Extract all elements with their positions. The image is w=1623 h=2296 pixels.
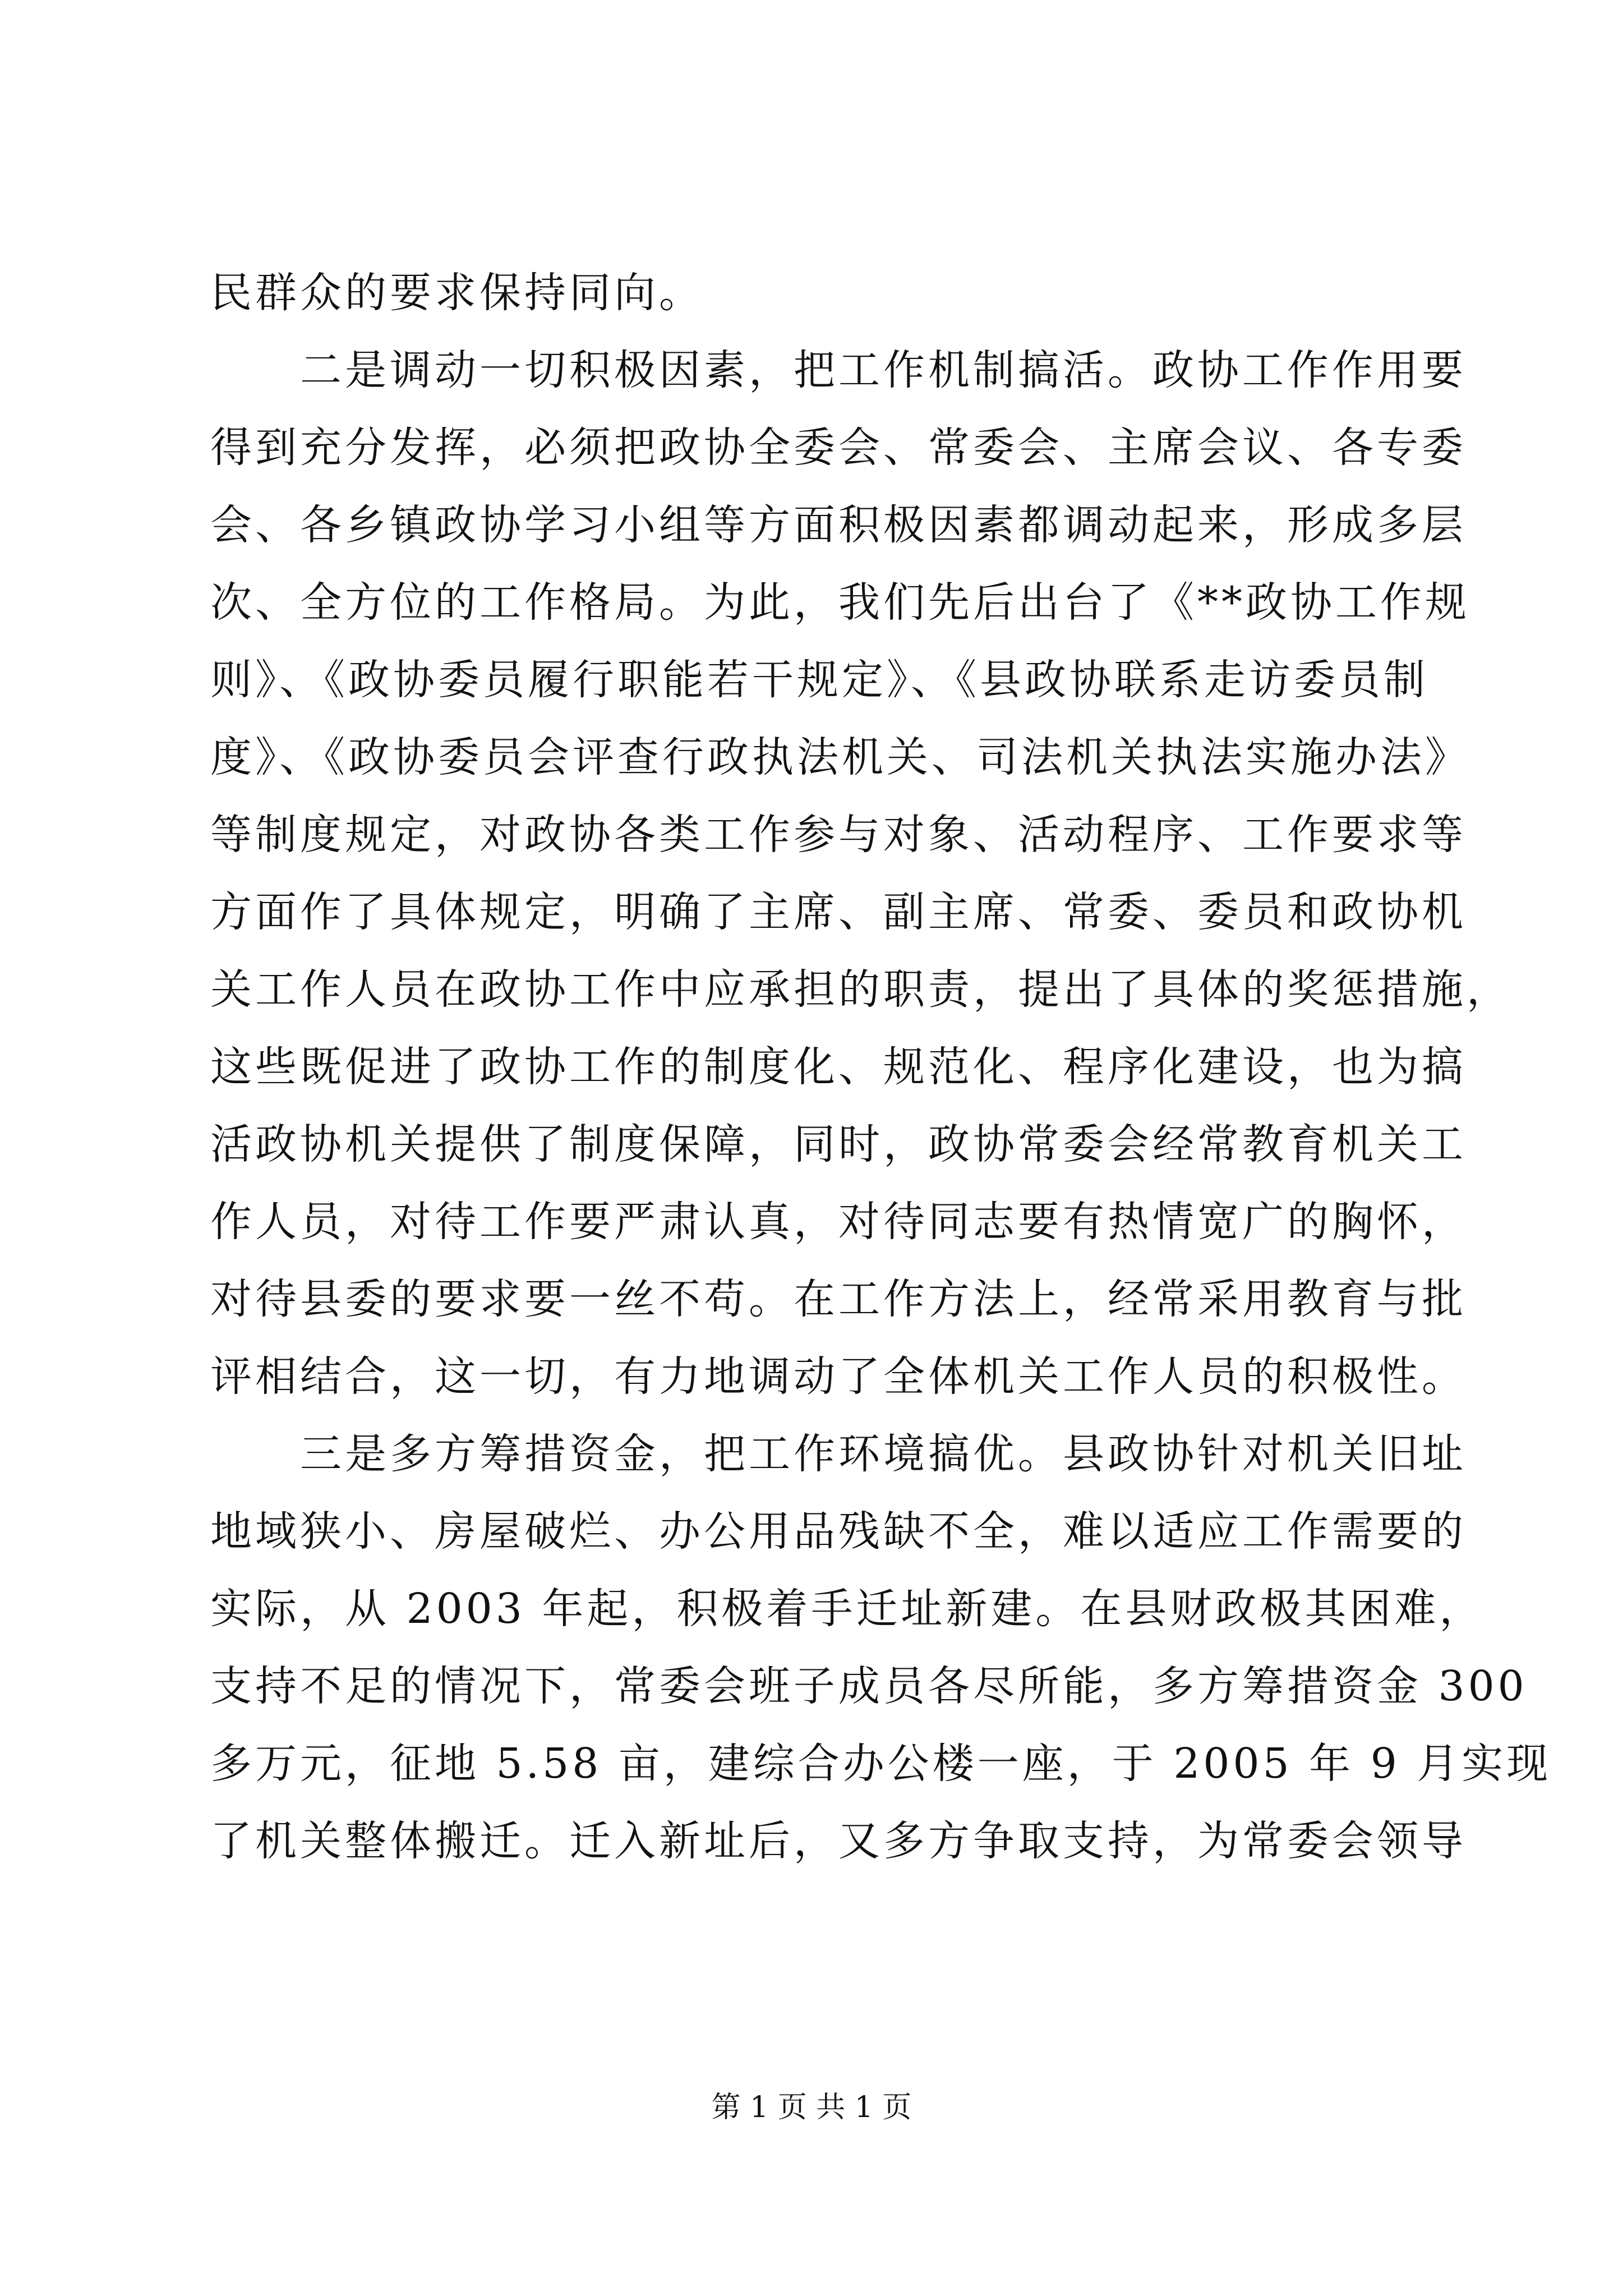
text-line: 方面作了具体规定，明确了主席、副主席、常委、委员和政协机: [210, 888, 1467, 936]
text-line: 活政协机关提供了制度保障，同时，政协常委会经常教育机关工: [210, 1120, 1467, 1168]
text-line: 了机关整体搬迁。迁入新址后，又多方争取支持，为常委会领导: [210, 1817, 1467, 1865]
text-line: 得到充分发挥，必须把政协全委会、常委会、主席会议、各专委: [210, 424, 1467, 472]
page-footer: 第 1 页 共 1 页: [711, 2091, 912, 2124]
text-line: 作人员，对待工作要严肃认真，对待同志要有热情宽广的胸怀，: [210, 1198, 1467, 1246]
text-line: 地域狭小、房屋破烂、办公用品残缺不全，难以适应工作需要的: [210, 1507, 1467, 1556]
text-line: 会、各乡镇政协学习小组等方面积极因素都调动起来，形成多层: [210, 501, 1467, 549]
text-line: 民群众的要求保持同向。: [210, 269, 704, 317]
text-line: 实际，从 2003 年起，积极着手迁址新建。在县财政极其困难，: [210, 1585, 1484, 1633]
text-line: 这些既促进了政协工作的制度化、规范化、程序化建设，也为搞: [210, 1043, 1467, 1091]
text-line: 度》、《政协委员会评查行政执法机关、司法机关执法实施办法》: [210, 733, 1470, 781]
paragraph-3-line: 三是多方筹措资金，把工作环境搞优。县政协针对机关旧址: [300, 1430, 1467, 1478]
text-line: 对待县委的要求要一丝不苟。在工作方法上，经常采用教育与批: [210, 1275, 1467, 1323]
paragraph-2-line: 二是调动一切积极因素，把工作机制搞活。政协工作作用要: [300, 346, 1467, 394]
text-line: 次、全方位的工作格局。为此，我们先后出台了《**政协工作规: [210, 578, 1470, 627]
text-line: 支持不足的情况下，常委会班子成员各尽所能，多方筹措资金 300: [210, 1662, 1528, 1710]
text-line: 关工作人员在政协工作中应承担的职责，提出了具体的奖惩措施，: [210, 965, 1511, 1014]
text-line: 等制度规定，对政协各类工作参与对象、活动程序、工作要求等: [210, 811, 1467, 859]
text-line: 评相结合，这一切，有力地调动了全体机关工作人员的积极性。: [210, 1352, 1467, 1401]
text-line: 多万元，征地 5.58 亩，建综合办公楼一座，于 2005 年 9 月实现: [210, 1740, 1552, 1788]
text-line: 则》、《政协委员履行职能若干规定》、《县政协联系走访委员制: [210, 656, 1428, 704]
